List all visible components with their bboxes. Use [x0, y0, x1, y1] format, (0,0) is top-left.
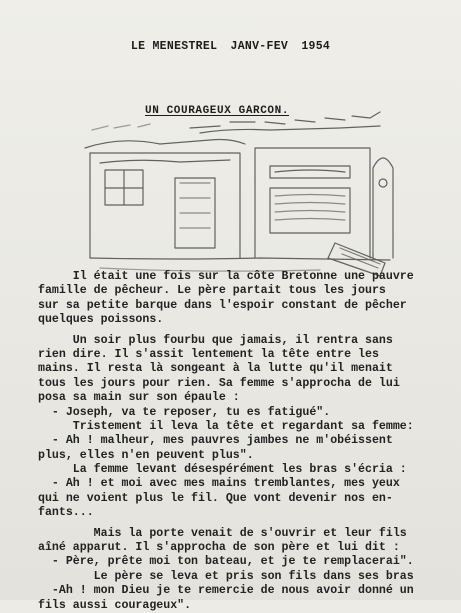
text-line: posa sa main sur son épaule :: [38, 391, 240, 405]
lantern-tower: [373, 158, 393, 258]
right-building-sign: [270, 166, 350, 178]
text-line: rien dire. Il s'assit lentement la tête entre les: [38, 347, 379, 361]
text-line: sur sa petite barque dans l'espoir constant de pêcher: [38, 298, 407, 312]
issue-year: 1954: [301, 40, 331, 53]
story-paragraph: [38, 334, 450, 521]
story-title: UN COURAGEUX GARCON.: [145, 105, 290, 117]
publication-name: LE MENESTREL: [130, 40, 218, 53]
text-line: - Père, prête moi ton bateau, et je te remplacerai".: [38, 555, 414, 569]
text-line: Tristement il leva la tête et regardant sa femme:: [38, 419, 414, 433]
text-line: - Ah ! et moi avec mes mains tremblantes, mes yeux: [38, 477, 400, 491]
text-line: mains. Il resta là songeant à la lutte qu'il menait: [38, 362, 393, 376]
text-line: plus, elles n'en peuvent plus".: [38, 448, 254, 462]
page-header: [0, 40, 461, 53]
text-line: tous les jours pour rien. Sa femme s'approcha de lui: [38, 376, 400, 390]
text-line: - Joseph, va te reposer, tu es fatigué".: [38, 405, 331, 419]
ground-line: [90, 258, 390, 260]
text-line: famille de pêcheur. Le père partait tous les jours: [38, 284, 386, 298]
text-line: Mais la porte venait de s'ouvrir et leur fils: [38, 526, 407, 540]
text-line: fils aussi courageux".: [38, 598, 192, 612]
story-body: [38, 270, 450, 613]
text-line: quelques poissons.: [38, 313, 164, 327]
story-paragraph: [38, 270, 450, 328]
story-paragraph: [38, 527, 450, 613]
text-line: Le père se leva et pris son fils dans ses bras: [38, 569, 414, 583]
harbor-sketch-illustration: [80, 108, 400, 288]
text-line: Un soir plus fourbu que jamais, il rentra sans: [38, 333, 393, 347]
left-house-roof: [85, 140, 245, 149]
issue-months: JANV-FEV: [230, 40, 289, 53]
text-line: qui ne voient plus le fil. Que vont devenir nos en-: [38, 491, 393, 505]
text-line: -Ah ! mon Dieu je te remercie de nous avoir donné un: [38, 584, 414, 598]
text-line: La femme levant désespérément les bras s'écria :: [38, 463, 407, 477]
text-line: - Ah ! malheur, mes pauvres jambes ne m'obéissent: [38, 434, 393, 448]
text-line: aîné apparut. Il s'approcha de son père et lui dit :: [38, 541, 400, 555]
text-line: fants...: [38, 506, 94, 520]
text-line: Il était une fois sur la côte Bretonne une pauvre: [38, 270, 414, 283]
right-building-roof: [190, 112, 380, 128]
